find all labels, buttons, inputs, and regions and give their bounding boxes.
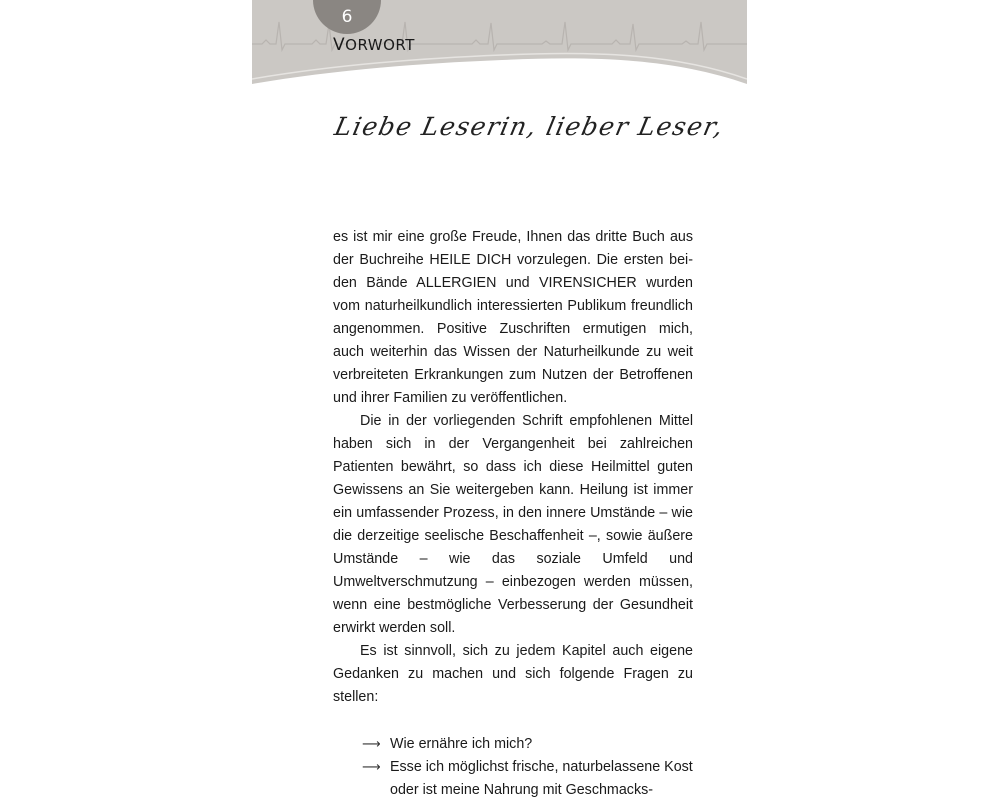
page-header [252, 0, 747, 90]
section-title-initial: V [333, 35, 346, 55]
question-list [333, 733, 693, 800]
list-item-text: Esse ich möglichst frische, naturbelassene Kost oder ist meine Nahrung mit Geschmacks- [390, 759, 693, 798]
salutation: Liebe Leserin, lieber Leser, [332, 112, 727, 141]
page-number: 6 [341, 7, 353, 27]
section-title-rest: ORWORT [345, 36, 415, 54]
book-page [252, 0, 747, 800]
body-text [333, 226, 693, 800]
paragraph: es ist mir eine große Freude, Ihnen das dritte Buch aus der Buchreihe HEILE DICH vorzulegen. Die ersten beiden Bände ALLERGIEN und VIRENSICHER wurden vom naturheilkundlich interessierten Publikum freundlich angenommen. Positive Zuschriften ermutigen mich, auch weiterhin das Wissen der Naturheilkunde zu weit verbreiteten Erkrankungen zum Nutzen der Betroffenen und ihrer Familien zu veröffentlichen. [333, 229, 693, 406]
arrow-icon: ⟶ [362, 737, 381, 752]
paragraph: Es ist sinnvoll, sich zu jedem Kapitel auch eigene Gedanken zu machen und sich folgende Fragen zu stellen: [333, 643, 693, 705]
list-item [333, 756, 693, 800]
paragraph: Die in der vorliegenden Schrift empfohlenen Mittel haben sich in der Vergangenheit bei zahlreichen Patienten bewährt, so dass ich diese Heilmittel guten Gewissens an Sie weitergeben kann. Heilung ist immer ein umfassender Prozess, in den innere Umstände – wie die derzeitige seelische Beschaffenheit –, sowie äußere Umstände – wie das soziale Umfeld und Umweltverschmutzung – einbezogen werden müssen, wenn eine bestmögliche Verbesserung der Gesundheit erwirkt werden soll. [333, 413, 693, 636]
list-item [333, 733, 693, 756]
section-title [333, 35, 415, 55]
list-item-text: Wie ernähre ich mich? [390, 736, 533, 752]
arrow-icon: ⟶ [362, 760, 381, 775]
